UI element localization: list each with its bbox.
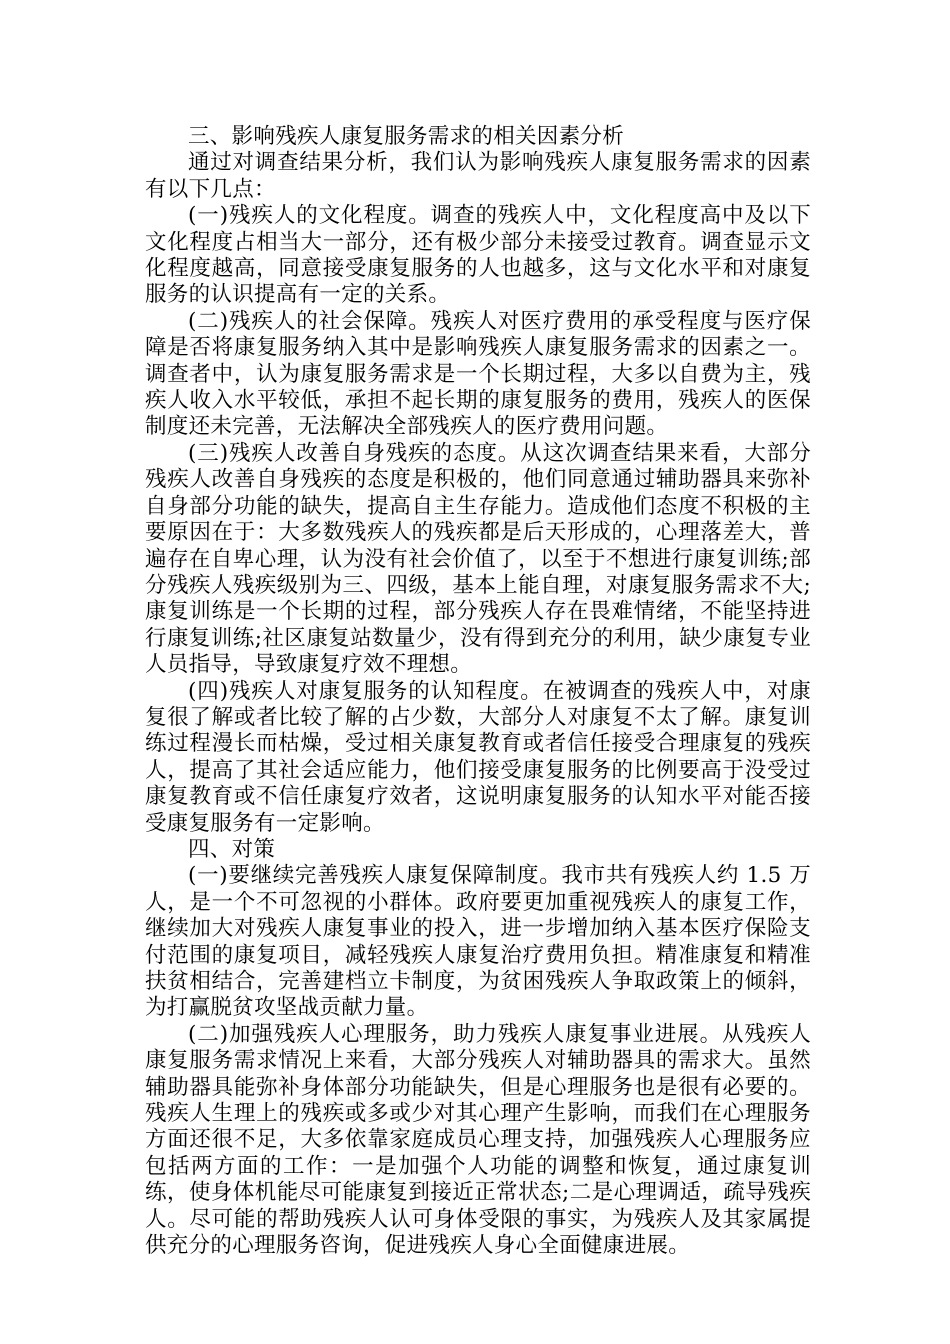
document-page [145,124,811,1259]
paragraph-factor-education: (一)残疾人的文化程度。调查的残疾人中，文化程度高中及以下文化程度占相当大一部分，还有极少部分未接受过教育。调查显示文化程度越高，同意接受康复服务的人也越多，这与文化水平和对康复服务的认识提高有一定的关系。 [145,203,811,308]
section-heading-factors: 三、影响残疾人康复服务需求的相关因素分析 [188,124,625,149]
paragraph-measure-psychological-service: (二)加强残疾人心理服务，助力残疾人康复事业进展。从残疾人康复服务需求情况上来看，大部分残疾人对辅助器具的需求大。虽然辅助器具能弥补身体部分功能缺失，但是心理服务也是很有必要的。残疾人生理上的残疾或多或少对其心理产生影响，而我们在心理服务方面还很不足，大多依靠家庭成员心理支持，加强残疾人心理服务应包括两方面的工作：一是加强个人功能的调整和恢复，通过康复训练，使身体机能尽可能康复到接近正常状态;二是心理调适，疏导残疾人。尽可能的帮助残疾人认可身体受限的事实，为残疾人及其家属提供充分的心理服务咨询，促进残疾人身心全面健康进展。 [145,1021,811,1259]
paragraph-measure-security-system: (一)要继续完善残疾人康复保障制度。我市共有残疾人约 1.5 万人，是一个不可忽视的小群体。政府要更加重视残疾人的康复工作，继续加大对残疾人康复事业的投入，进一步增加纳入基本医疗保险支付范围的康复项目，减轻残疾人康复治疗费用负担。精准康复和精准扶贫相结合，完善建档立卡制度，为贫困残疾人争取政策上的倾斜，为打赢脱贫攻坚战贡献力量。 [145,863,811,1021]
paragraph-factor-social-security: (二)残疾人的社会保障。残疾人对医疗费用的承受程度与医疗保障是否将康复服务纳入其中是影响残疾人康复服务需求的因素之一。调查者中，认为康复服务需求是一个长期过程，大多以自费为主，残疾人收入水平较低，承担不起长期的康复服务的费用，残疾人的医保制度还未完善，无法解决全部残疾人的医疗费用问题。 [145,308,811,440]
section-heading-countermeasures: 四、对策 [188,836,276,862]
paragraph-factor-awareness: (四)残疾人对康复服务的认知程度。在被调查的残疾人中，对康复很了解或者比较了解的占少数，大部分人对康复不太了解。康复训练过程漫长而枯燥，受过相关康复教育或者信任接受合理康复的残疾人，提高了其社会适应能力，他们接受康复服务的比例要高于没受过康复教育或不信任康复疗效者，这说明康复服务的认知水平对能否接受康复服务有一定影响。 [145,678,811,836]
paragraph-intro: 通过对调查结果分析，我们认为影响残疾人康复服务需求的因素有以下几点： [145,150,811,202]
paragraph-factor-attitude: (三)残疾人改善自身残疾的态度。从这次调查结果来看，大部分残疾人改善自身残疾的态度是积极的，他们同意通过辅助器具来弥补自身部分功能的缺失，提高自主生存能力。造成他们态度不积极的主要原因在于：大多数残疾人的残疾都是后天形成的，心理落差大，普遍存在自卑心理，认为没有社会价值了，以至于不想进行康复训练;部分残疾人残疾级别为三、四级，基本上能自理，对康复服务需求不大;康复训练是一个长期的过程，部分残疾人存在畏难情绪，不能坚持进行康复训练;社区康复站数量少，没有得到充分的利用，缺少康复专业人员指导，导致康复疗效不理想。 [145,440,811,678]
